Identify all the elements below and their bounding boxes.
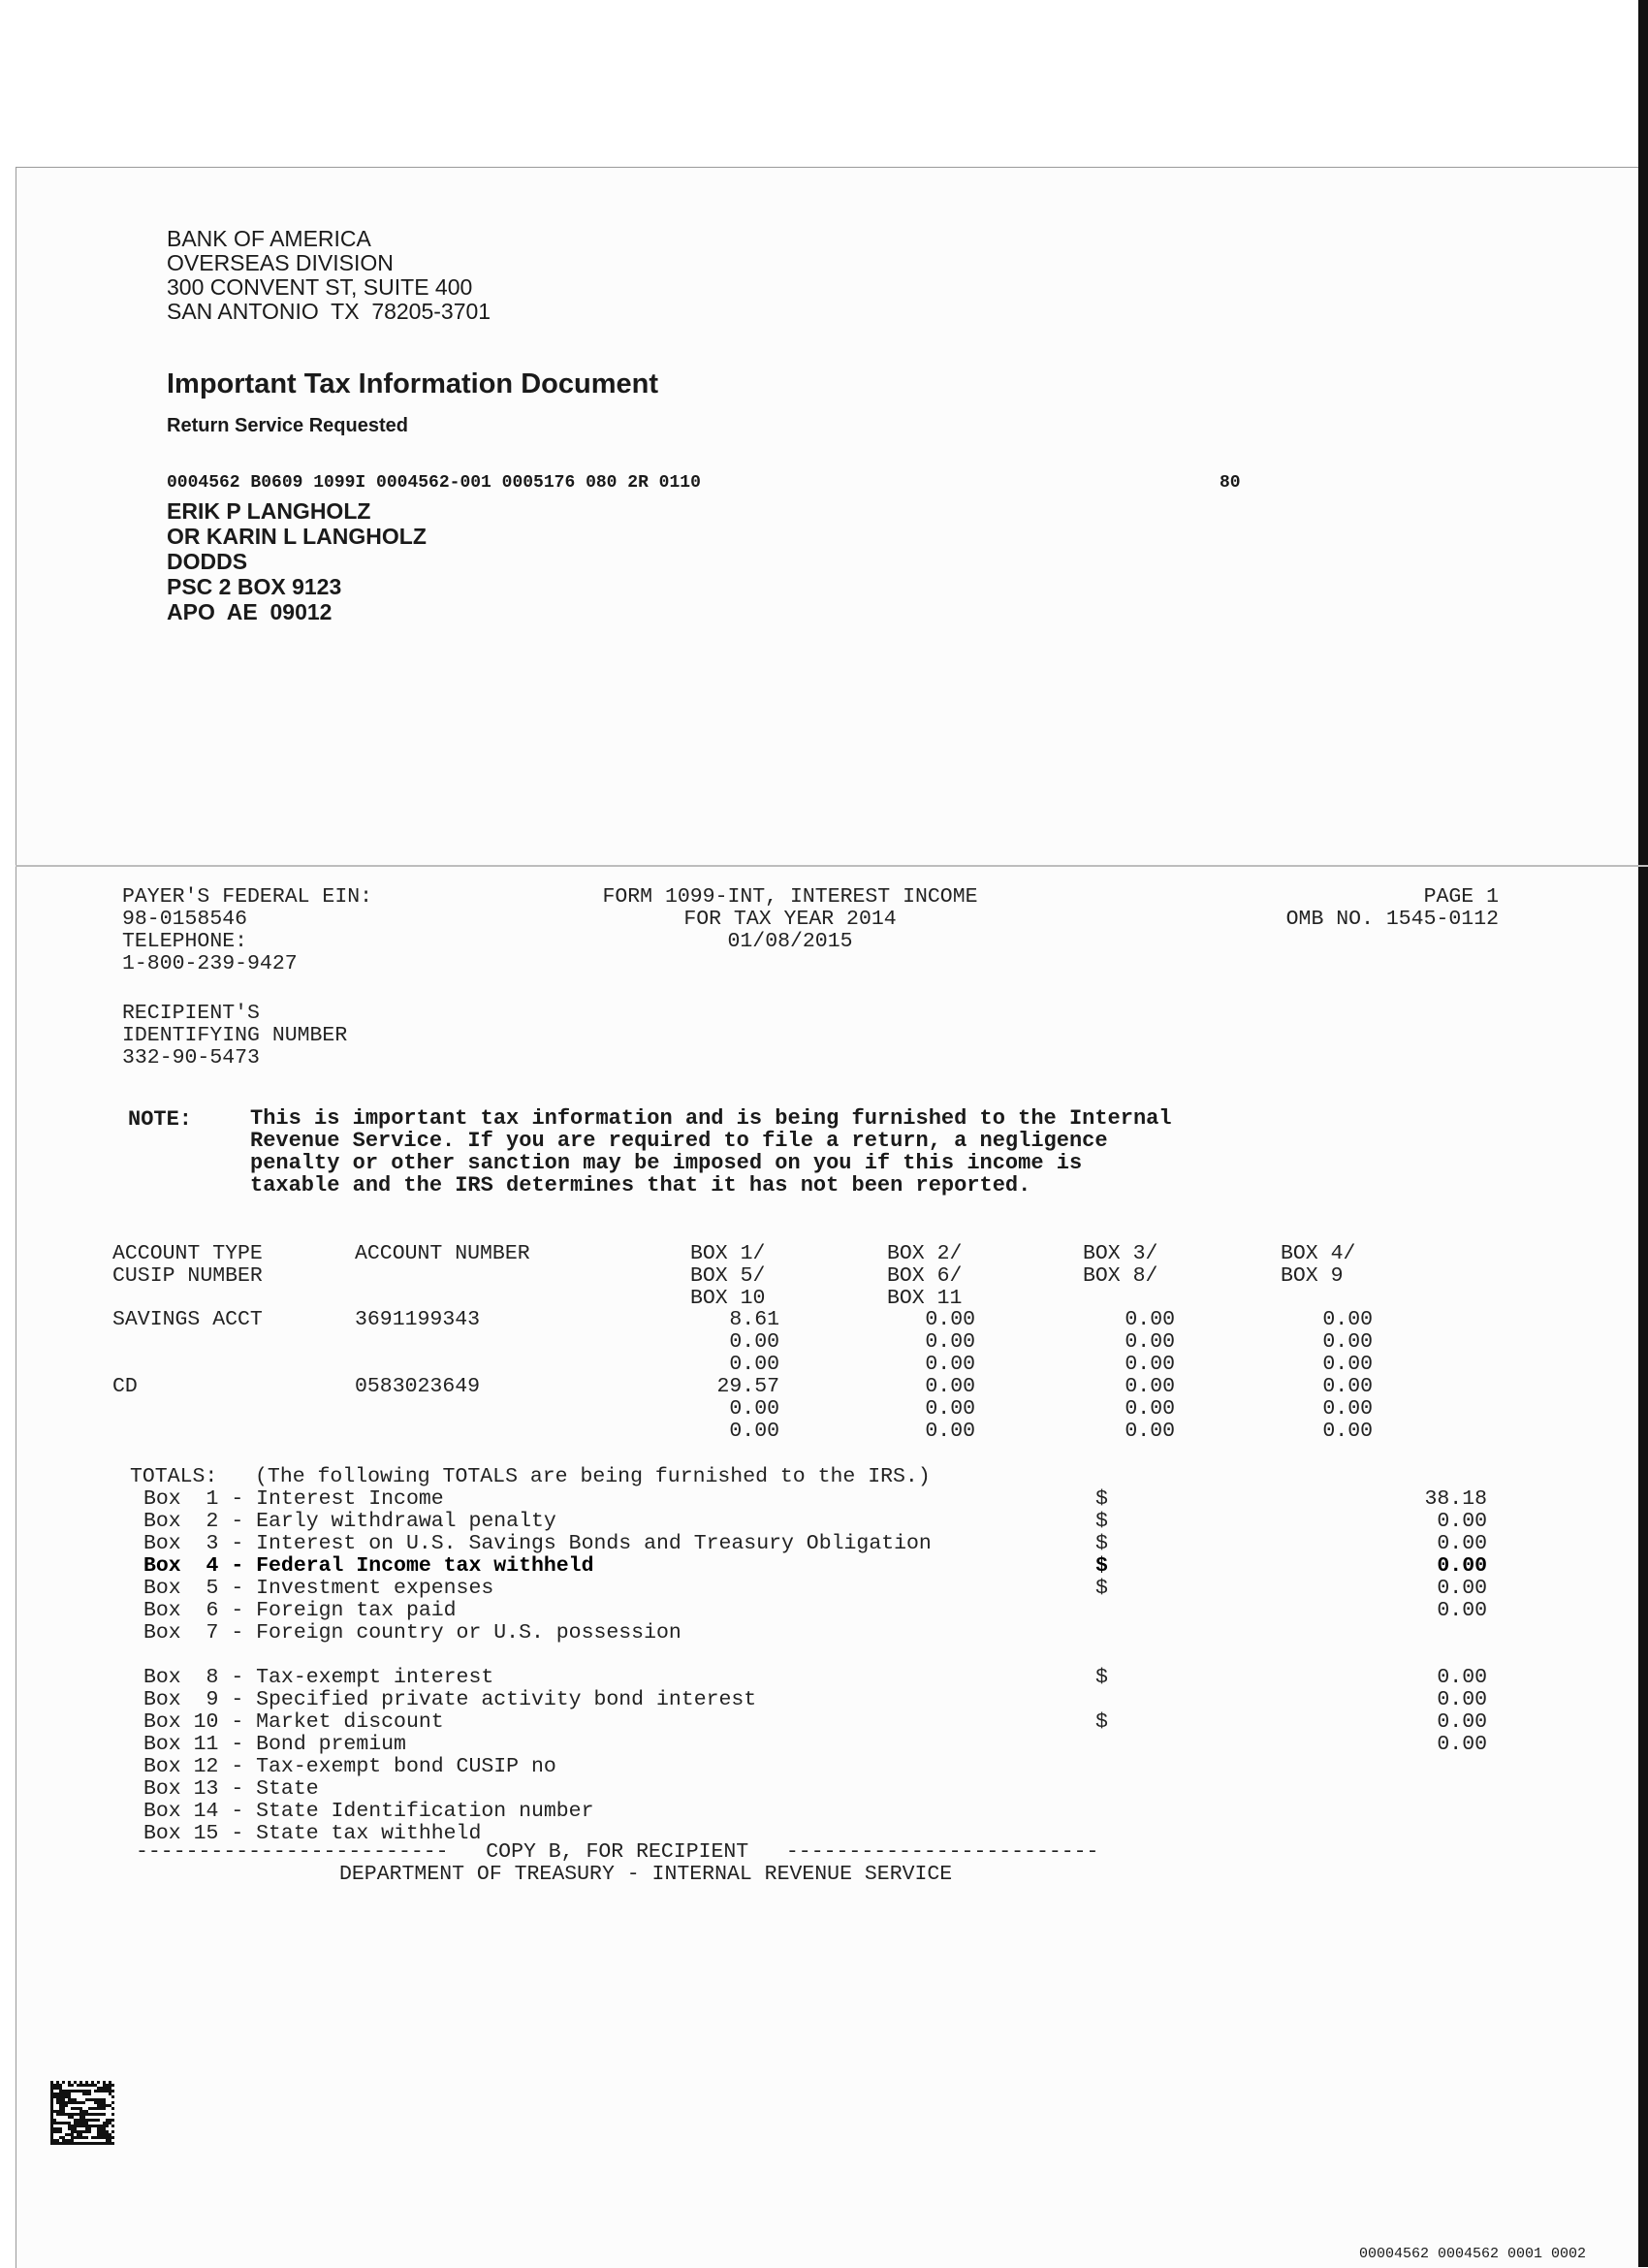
page-info xyxy=(1163,886,1499,931)
totals-row-label: Box 1 - Interest Income xyxy=(143,1487,444,1511)
recipient-id-label: IDENTIFYING NUMBER xyxy=(122,1024,348,1047)
note-line: penalty or other sanction may be imposed on you if this income is xyxy=(250,1151,1083,1175)
totals-row xyxy=(143,1488,444,1511)
form-tax-year: FOR TAX YEAR 2014 xyxy=(683,908,897,931)
scan-edge xyxy=(1638,0,1648,2267)
account-number: 0583023649 xyxy=(355,1375,481,1398)
totals-row-value: 0.00 xyxy=(1437,1599,1487,1622)
totals-row xyxy=(143,1778,319,1801)
fold-line xyxy=(16,865,1648,867)
totals-row-label: Box 4 - Federal Income tax withheld xyxy=(143,1554,594,1578)
totals-row-value: 0.00 xyxy=(1437,1577,1487,1600)
account-col3-values: 0.00 0.00 0.00 xyxy=(1125,1308,1175,1376)
return-service-notice: Return Service Requested xyxy=(167,415,408,436)
note-line: Revenue Service. If you are required to file a return, a negligence xyxy=(250,1129,1108,1153)
totals-row-dollar: $ xyxy=(1095,1554,1108,1578)
header-account-type: ACCOUNT TYPE CUSIP NUMBER xyxy=(112,1242,263,1288)
totals-header: TOTALS: (The following TOTALS are being furnished to the IRS.) xyxy=(130,1465,931,1488)
totals-row-label: Box 7 - Foreign country or U.S. possession xyxy=(143,1621,681,1645)
account-col1-values: 8.61 0.00 0.00 xyxy=(729,1308,779,1376)
header-account-number: ACCOUNT NUMBER xyxy=(355,1242,530,1265)
totals-row-value: 0.00 xyxy=(1437,1666,1487,1689)
copy-b-label: ------------------------- COPY B, FOR RECIPIENT ------------------------- xyxy=(136,1840,1099,1864)
header-col3: BOX 3/ BOX 8/ xyxy=(1083,1242,1158,1288)
totals-row-label: Box 3 - Interest on U.S. Savings Bonds and Treasury Obligation xyxy=(143,1532,932,1555)
omb-number: OMB NO. 1545-0112 xyxy=(1285,908,1499,931)
account-number: 3691199343 xyxy=(355,1308,481,1331)
totals-row-label: Box 14 - State Identification number xyxy=(143,1800,594,1823)
sender-address xyxy=(167,227,491,324)
document-title: Important Tax Information Document xyxy=(167,368,658,399)
totals-row-label: Box 9 - Specified private activity bond interest xyxy=(143,1688,757,1711)
sender-line: SAN ANTONIO TX 78205-3701 xyxy=(167,299,491,324)
totals-row-label: Box 8 - Tax-exempt interest xyxy=(143,1666,494,1689)
recipient-line: ERIK P LANGHOLZ xyxy=(167,498,371,524)
sender-line: OVERSEAS DIVISION xyxy=(167,250,394,275)
payer-info xyxy=(122,886,372,975)
totals-row-value: 38.18 xyxy=(1424,1487,1487,1511)
header-col1: BOX 1/ BOX 5/ BOX 10 xyxy=(690,1242,766,1310)
recipient-line: DODDS xyxy=(167,549,248,574)
totals-row xyxy=(143,1756,556,1778)
totals-row-label: Box 6 - Foreign tax paid xyxy=(143,1599,457,1622)
form-date: 01/08/2015 xyxy=(727,930,853,953)
totals-row xyxy=(143,1622,681,1645)
totals-row-label: Box 15 - State tax withheld xyxy=(143,1822,482,1845)
totals-row-dollar: $ xyxy=(1095,1577,1108,1600)
recipient-identifier xyxy=(122,1003,347,1070)
recipient-line: OR KARIN L LANGHOLZ xyxy=(167,524,427,549)
totals-row-value: 0.00 xyxy=(1437,1532,1487,1555)
payer-ein-label: PAYER'S FEDERAL EIN: xyxy=(122,885,373,909)
totals-row xyxy=(143,1600,457,1622)
totals-row xyxy=(143,1734,406,1756)
totals-row-label: Box 5 - Investment expenses xyxy=(143,1577,494,1600)
totals-row-label: Box 2 - Early withdrawal penalty xyxy=(143,1510,556,1533)
note-text xyxy=(250,1107,1172,1197)
form-name: FORM 1099-INT, INTEREST INCOME xyxy=(602,885,978,909)
totals-row-dollar: $ xyxy=(1095,1710,1108,1734)
sender-line: 300 CONVENT ST, SUITE 400 xyxy=(167,274,473,300)
account-type: SAVINGS ACCT xyxy=(112,1308,263,1331)
note-line: taxable and the IRS determines that it has not been reported. xyxy=(250,1173,1031,1198)
totals-row-value: 0.00 xyxy=(1437,1510,1487,1533)
note-label: NOTE: xyxy=(128,1107,193,1132)
recipient-id-value: 332-90-5473 xyxy=(122,1046,260,1070)
recipient-line: PSC 2 BOX 9123 xyxy=(167,574,342,599)
totals-row-label: Box 12 - Tax-exempt bond CUSIP no xyxy=(143,1755,556,1778)
payer-tel: 1-800-239-9427 xyxy=(122,952,298,975)
totals-row-value: 0.00 xyxy=(1437,1710,1487,1734)
page-number: PAGE 1 xyxy=(1423,885,1499,909)
totals-row xyxy=(143,1667,493,1689)
totals-row-value: 0.00 xyxy=(1437,1688,1487,1711)
datamatrix-barcode xyxy=(50,2081,114,2145)
mail-barcode-line: 0004562 B0609 1099I 0004562-001 0005176 080 2R 0110 xyxy=(167,473,701,493)
totals-row xyxy=(143,1533,932,1555)
totals-row xyxy=(143,1711,444,1734)
account-col2-values: 0.00 0.00 0.00 xyxy=(925,1308,975,1376)
totals-row-dollar: $ xyxy=(1095,1487,1108,1511)
account-col4-values: 0.00 0.00 0.00 xyxy=(1322,1308,1373,1376)
totals-row-dollar: $ xyxy=(1095,1510,1108,1533)
recipient-line: APO AE 09012 xyxy=(167,599,333,624)
header-col2: BOX 2/ BOX 6/ BOX 11 xyxy=(887,1242,963,1310)
account-col1-values: 29.57 0.00 0.00 xyxy=(716,1375,779,1443)
form-header xyxy=(548,886,1032,953)
header-col4: BOX 4/ BOX 9 xyxy=(1281,1242,1356,1288)
account-col3-values: 0.00 0.00 0.00 xyxy=(1125,1375,1175,1443)
totals-row-label: Box 10 - Market discount xyxy=(143,1710,444,1734)
sender-line: BANK OF AMERICA xyxy=(167,226,371,251)
footer-code: 00004562 0004562 0001 0002 xyxy=(1359,2246,1587,2262)
totals-row-value: 0.00 xyxy=(1437,1554,1487,1578)
totals-row xyxy=(143,1555,593,1578)
totals-row xyxy=(143,1801,593,1823)
recipient-id-label: RECIPIENT'S xyxy=(122,1002,260,1025)
payer-tel-label: TELEPHONE: xyxy=(122,930,248,953)
account-col4-values: 0.00 0.00 0.00 xyxy=(1322,1375,1373,1443)
account-col2-values: 0.00 0.00 0.00 xyxy=(925,1375,975,1443)
totals-row xyxy=(143,1578,493,1600)
account-type: CD xyxy=(112,1375,138,1398)
totals-row xyxy=(143,1689,756,1711)
totals-row xyxy=(143,1511,556,1533)
recipient-address xyxy=(167,498,427,624)
mail-barcode-code: 80 xyxy=(1220,473,1241,493)
totals-row-dollar: $ xyxy=(1095,1666,1108,1689)
department-label: DEPARTMENT OF TREASURY - INTERNAL REVENUE SERVICE xyxy=(339,1863,953,1886)
payer-ein: 98-0158546 xyxy=(122,908,248,931)
totals-row-value: 0.00 xyxy=(1437,1733,1487,1756)
note-line: This is important tax information and is being furnished to the Internal xyxy=(250,1106,1172,1131)
totals-row-label: Box 13 - State xyxy=(143,1777,319,1801)
totals-row-dollar: $ xyxy=(1095,1532,1108,1555)
totals-row-label: Box 11 - Bond premium xyxy=(143,1733,406,1756)
